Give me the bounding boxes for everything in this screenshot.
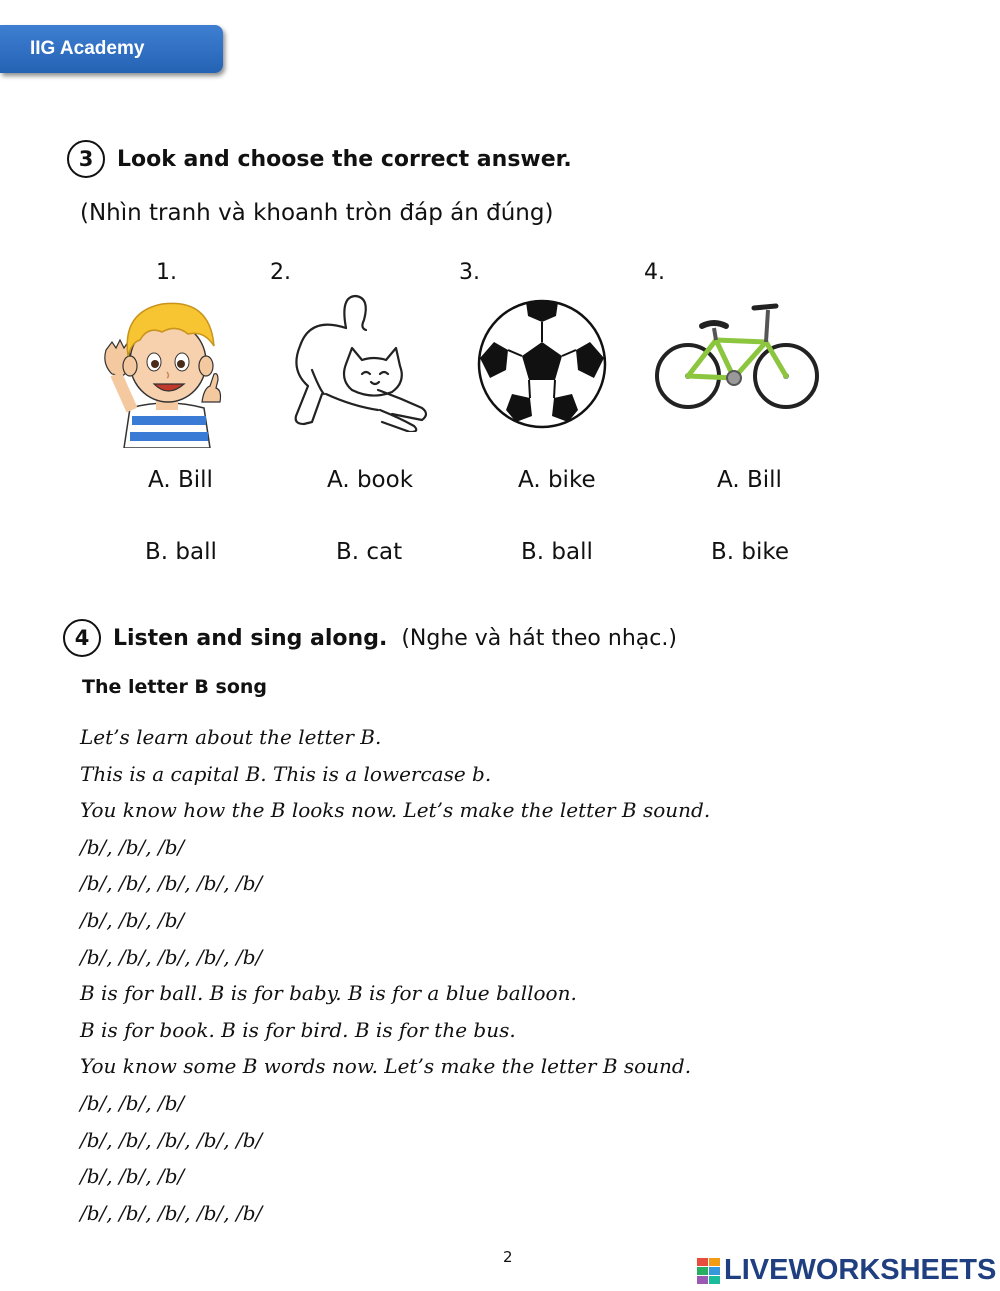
lyric-line: /b/, /b/, /b/, /b/, /b/: [80, 871, 263, 896]
section4-heading: [63, 619, 677, 657]
liveworksheets-blocks-icon: [697, 1258, 721, 1284]
lyric-line: /b/, /b/, /b/: [80, 1090, 185, 1115]
song-title: The letter B song: [82, 676, 268, 698]
lyric-line: Let’s learn about the letter B.: [80, 725, 382, 749]
liveworksheets-brand: LIVEWORKSHEETS: [724, 1254, 997, 1286]
question-1-option-a[interactable]: A. Bill: [148, 467, 213, 493]
section4-subtitle: (Nghe và hát theo nhạc.): [401, 625, 677, 651]
question-4-number: 4.: [644, 260, 665, 285]
lyric-line: /b/, /b/, /b/: [80, 1164, 185, 1189]
song-lyrics: [80, 719, 710, 1231]
lyric-line: This is a capital B. This is a lowercase b.: [80, 761, 492, 786]
page-number: 2: [503, 1248, 513, 1266]
lyric-line: /b/, /b/, /b/, /b/, /b/: [80, 1127, 263, 1152]
question-3-option-b[interactable]: B. ball: [521, 539, 593, 565]
cat-stretching-image: [282, 290, 434, 432]
section4-number: 4: [63, 619, 101, 657]
question-1-number: 1.: [156, 260, 177, 285]
question-4-option-b[interactable]: B. bike: [711, 539, 790, 565]
question-3-option-a[interactable]: A. bike: [518, 467, 596, 493]
lyric-line: B is for ball. B is for baby. B is for a blue balloon.: [80, 981, 577, 1006]
lyric-line: B is for book. B is for bird. B is for the bus.: [80, 1017, 516, 1042]
question-2-option-a[interactable]: A. book: [327, 467, 414, 493]
question-2-option-b[interactable]: B. cat: [336, 539, 403, 565]
header-tab-label: IIG Academy: [30, 38, 145, 59]
section3-title: Look and choose the correct answer.: [117, 146, 572, 172]
liveworksheets-logo: [697, 1254, 996, 1287]
question-1-option-b[interactable]: B. ball: [145, 539, 217, 565]
lyric-line: /b/, /b/, /b/: [80, 907, 185, 932]
question-2-number: 2.: [270, 260, 291, 285]
section4-title: Listen and sing along.: [113, 625, 388, 651]
section3-heading: [67, 140, 572, 178]
bicycle-image: [654, 300, 822, 414]
question-4-option-a[interactable]: A. Bill: [717, 467, 782, 493]
question-3-number: 3.: [459, 260, 480, 285]
lyric-line: /b/, /b/, /b/, /b/, /b/: [80, 1200, 263, 1225]
section3-number: 3: [67, 140, 105, 178]
lyric-line: You know some B words now. Let’s make the letter B sound.: [80, 1054, 692, 1079]
soccer-ball-image: [476, 298, 608, 430]
lyric-line: /b/, /b/, /b/: [80, 834, 185, 859]
boy-waving-image: [92, 290, 242, 448]
section3-subtitle: (Nhìn tranh và khoanh tròn đáp án đúng): [80, 200, 554, 226]
lyric-line: /b/, /b/, /b/, /b/, /b/: [80, 944, 263, 969]
header-tab: [0, 25, 223, 73]
lyric-line: You know how the B looks now. Let’s make the letter B sound.: [80, 798, 711, 823]
